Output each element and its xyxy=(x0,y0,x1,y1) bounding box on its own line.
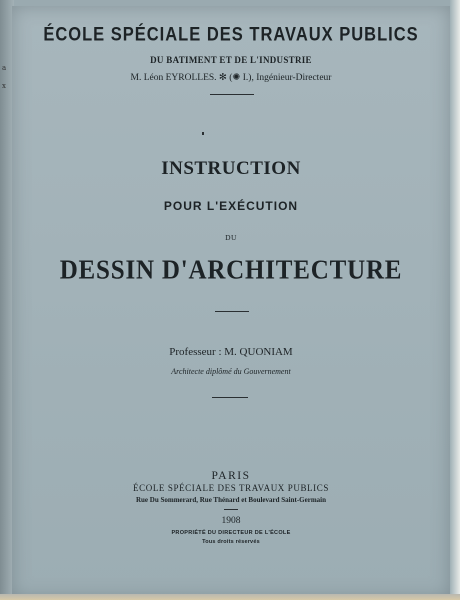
publication-year: 1908 xyxy=(221,516,241,526)
director-line: M. Léon EYROLLES. ✻ (✺ I.), Ingénieur-Directeur xyxy=(130,73,332,83)
bottom-edge xyxy=(0,594,460,600)
publisher-name: ÉCOLE SPÉCIALE DES TRAVAUX PUBLICS xyxy=(133,483,329,493)
publisher-city: PARIS xyxy=(211,470,251,482)
school-subtitle: DU BATIMENT ET DE L'INDUSTRIE xyxy=(150,55,312,65)
edge-mark: x xyxy=(2,82,6,90)
publisher-address: Rue Du Sommerard, Rue Thénard et Boulevard Saint-Germain xyxy=(135,496,327,504)
divider-rule xyxy=(215,311,249,312)
school-name: ÉCOLE SPÉCIALE DES TRAVAUX PUBLICS xyxy=(43,24,419,46)
small-mark xyxy=(202,132,204,135)
property-notice: PROPRIÉTÉ DU DIRECTEUR DE L'ÉCOLE xyxy=(171,530,291,536)
title-instruction: INSTRUCTION xyxy=(161,158,301,179)
title-dessin: DESSIN D'ARCHITECTURE xyxy=(59,255,403,286)
edge-mark: a xyxy=(2,64,7,72)
professor-line: Professeur : M. QUONIAM xyxy=(169,346,293,358)
rights-notice: Tous droits réservés xyxy=(202,539,260,545)
divider-rule xyxy=(212,397,248,398)
page-edge xyxy=(450,0,460,600)
title-du: DU xyxy=(225,233,237,242)
divider-rule xyxy=(210,94,254,95)
professor-credential: Architecte diplômé du Gouvernement xyxy=(171,367,291,376)
title-pour: POUR L'EXÉCUTION xyxy=(163,199,299,213)
divider-rule xyxy=(224,509,238,510)
